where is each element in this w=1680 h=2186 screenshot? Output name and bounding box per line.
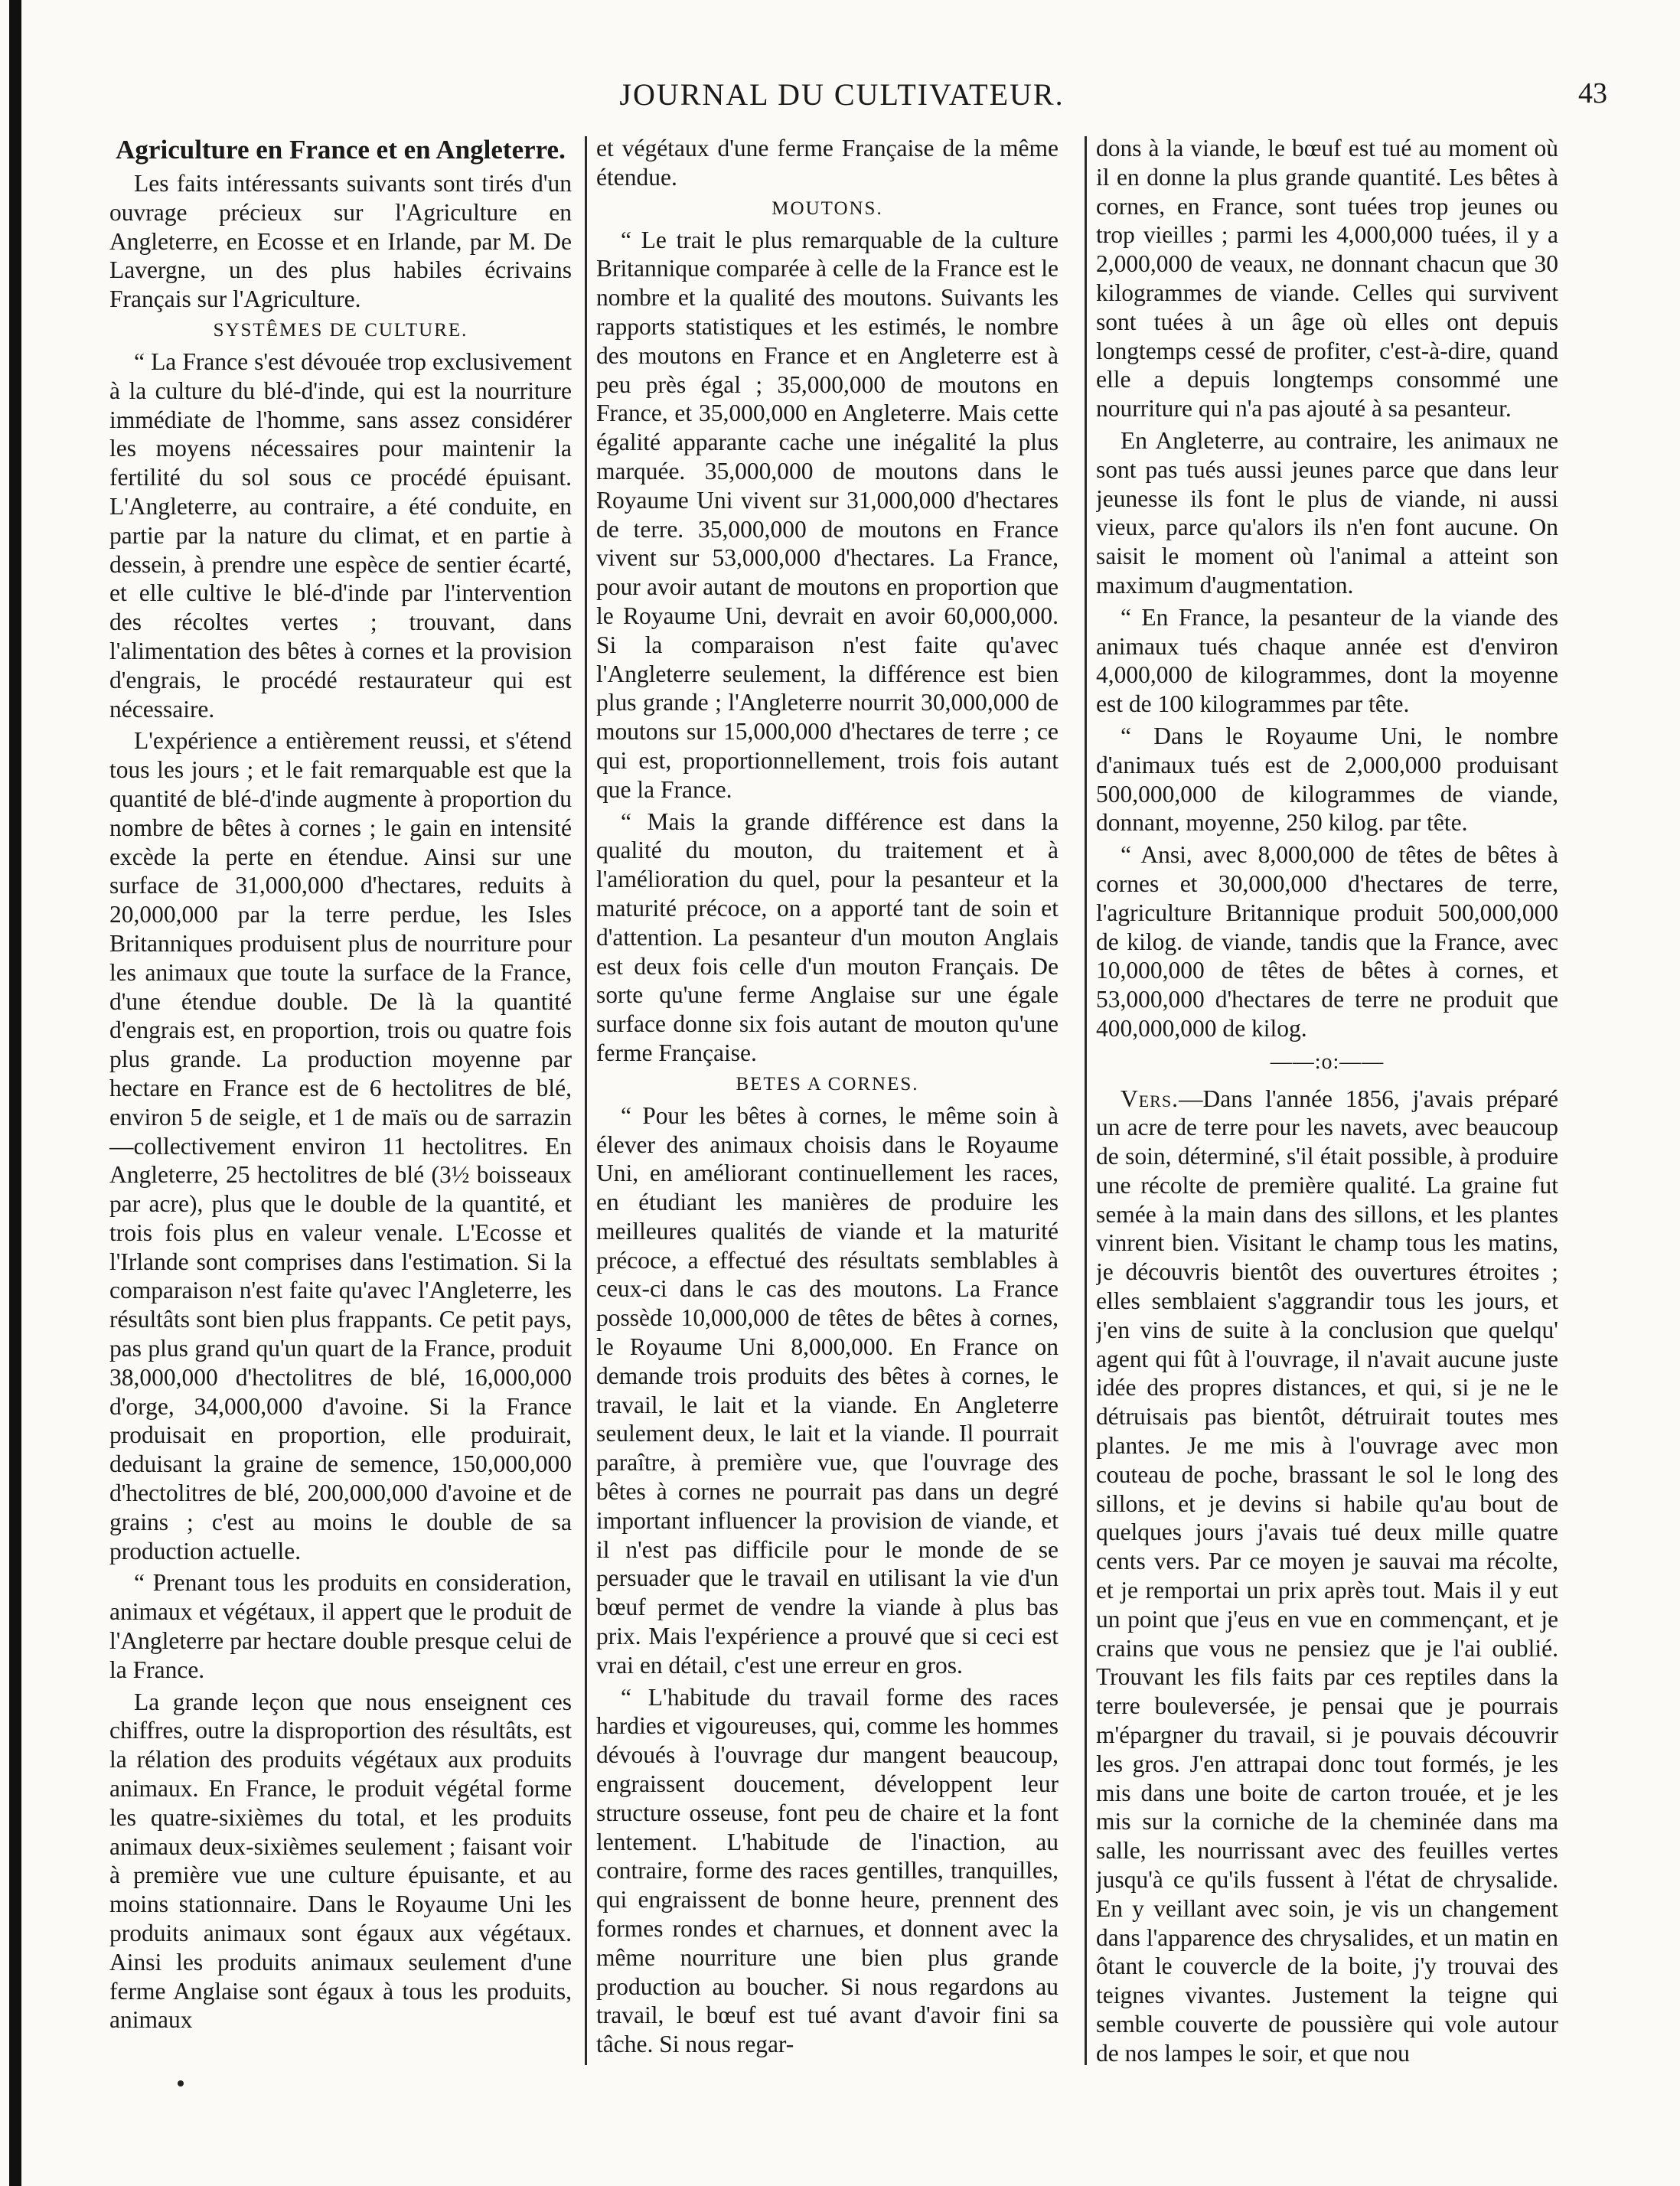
- paragraph: “ La France s'est dévouée trop exclusivement à la culture du blé-d'inde, qui est la nourriture immédiate de l'homme, sans assez considérer les moyens nécessaires pour maintenir la fertilité du sol sous ce procédé épuisant. L'Angleterre, au contraire, a été conduite, en partie par la nature du climat, et en partie à dessein, à prendre une espèce de sentier écarté, et elle cultive le blé-d'inde par l'intervention des récoltes vertes ; trouvant, dans l'alimentation des bêtes à cornes et la provision d'engrais, le procédé restaurateur qui est nécessaire.: [109, 347, 572, 723]
- paragraph: L'expérience a entièrement reussi, et s'étend tous les jours ; et le fait remarquable est que la quantité de blé-d'inde augmente à proportion du nombre de bêtes à cornes ; le gain en intensité excède la perte en étendue. Ainsi sur une surface de 31,000,000 d'hectares, reduits à 20,000,000 par la terre perdue, les Isles Britanniques produisent plus de nourriture pour les animaux que toute la surface de la France, d'une étendue double. De là la quantité d'engrais est, en proportion, trois ou quatre fois plus grande. La production moyenne par hectare en France est de 6 hectolitres de blé, environ 5 de seigle, et 1 de maïs ou de sarrazin—collectivement environ 11 hectolitres. En Angleterre, 25 hectolitres de blé (3½ boisseaux par acre), plus que le double de la quantité, et trois fois plus en valeur venale. L'Ecosse et l'Irlande sont comprises dans l'estimation. Si la comparaison n'est faite qu'avec l'Angleterre, les résultâts sont bien plus frappants. Ce petit pays, pas plus grand qu'un quart de la France, produit 38,000,000 d'hectolitres de blé, 16,000,000 d'orge, 34,000,000 d'avoine. Si la France produisait en proportion, elle produirait, deduisant la graine de semence, 150,000,000 d'hectolitres de blé, 200,000,000 d'avoine et de grains ; c'est au moins le double de sa production actuelle.: [109, 727, 572, 1564]
- column-rule-left: [585, 136, 587, 2065]
- paragraph: “ Mais la grande différence est dans la qualité du mouton, du traitement et à l'amélioration du quel, pour la pesanteur et la maturité précoce, on a apporté tant de soin et d'attention. La pesanteur d'un mouton Anglais est deux fois celle d'un mouton Français. De sorte qu'une ferme Anglaise sur une égale surface donne six fois autant de mouton qu'une ferme Française.: [596, 808, 1059, 1066]
- column-rule-right: [1085, 136, 1087, 2065]
- page-header: [77, 77, 1607, 122]
- paragraph: “ Prenant tous les produits en consideration, animaux et végétaux, il appert que le produit de l'Angleterre par hectare double presque celui de la France.: [109, 1569, 572, 1683]
- article-title: Agriculture en France et en Angleterre.: [116, 135, 566, 165]
- paragraph-continued: et végétaux d'une ferme Française de la même étendue.: [596, 135, 1059, 191]
- print-speck: [178, 2080, 184, 2086]
- column-2: [596, 134, 1059, 2086]
- journal-title: JOURNAL DU CULTIVATEUR.: [619, 77, 1065, 112]
- article-intro: Les faits intéressants suivants sont tirés d'un ouvrage précieux sur l'Agriculture en Angleterre, en Ecosse et en Irlande, par M. De Lavergne, un des plus habiles écrivains Français sur l'Agriculture.: [109, 170, 572, 313]
- section-heading-systemes: SYSTÊMES DE CULTURE.: [213, 319, 468, 341]
- column-3: [1096, 134, 1558, 2086]
- section-divider: ——:o:——: [1270, 1049, 1385, 1074]
- section-heading-betes-a-cornes: BETES A CORNES.: [736, 1073, 919, 1095]
- paragraph-vers: [1096, 1085, 1558, 2068]
- page-number: 43: [1578, 77, 1607, 109]
- paragraph: “ Dans le Royaume Uni, le nombre d'animaux tués est de 2,000,000 produisant 500,000,000 de kilogrammes de viande, donnant, moyenne, 250 kilog. par tête.: [1096, 722, 1558, 837]
- paragraph: “ Pour les bêtes à cornes, le même soin à élever des animaux choisis dans le Royaume Uni, en améliorant continuellement les races, en étudiant les manières de produire les meilleures qualités de viande et la maturité précoce, a effectué des résultats semblables à ceux-ci dans le cas des moutons. La France possède 10,000,000 de têtes de bêtes à cornes, le Royaume Uni 8,000,000. En France on demande trois produits des bêtes à cornes, le travail, le lait et la viande. En Angleterre seulement deux, le lait et la viande. Il pourrait paraître, à première vue, que l'ouvrage des bêtes à cornes ne pourrait pas dans un degré important influencer la provision de viande, et il n'est pas difficile pour le monde de se persuader que le travail en utilisant la vie d'un bœuf permet de vendre la viande à plus bas prix. Mais l'expérience a prouvé que si ceci est vrai en détail, c'est une erreur en gros.: [596, 1101, 1059, 1679]
- vers-body: —Dans l'année 1856, j'avais préparé un acre de terre pour les navets, avec beaucoup de soin, déterminé, s'il était possible, à produire une récolte de première qualité. La graine fut semée à la main dans des sillons, et les plantes vinrent bien. Visitant le champ tous les matins, je découvris bientôt des ouvertures étroites ; elles semblaient s'aggrandir tous les jours, et j'en vins de suite à la conclusion que quelqu' agent qui fût à l'ouvrage, il n'avait aucune juste idée des propres distances, et qui, si je ne le détruisais pas bientôt, détruirait toutes mes plantes. Je me mis à l'ouvrage avec mon couteau de poche, brassant le sol le long des sillons, et je devins si habile qu'au bout de quelques jours j'avais tué deux mille quatre cents vers. Par ce moyen je sauvai ma récolte, et je remportai un prix après tout. Mais il y eut un point que j'eus en vue en commençant, et je crains que vous ne pensiez que je l'ai oublié. Trouvant les fils faits par ces reptiles dans la terre bouleversée, je pensai que je pourrais m'épargner du travail, si je pouvais découvrir les gros. J'en attrapai donc tout formés, je les mis dans une boite de carton trouée, et je les mis sur la corniche de la cheminée dans ma salle, les nourrissant avec des feuilles vertes jusqu'à ce qu'ils fussent à l'état de chrysalide. En y veillant avec soin, je vis un changement dans l'apparence des chrysalides, et un matin en ôtant le couvercle de la boite, j'y trouvai des teignes vivantes. Justement la teigne qui semble couverte de poussière qui vole autour de nos lampes le soir, et que nou: [1096, 1085, 1558, 2067]
- section-heading-moutons: MOUTONS.: [771, 197, 883, 219]
- paragraph: La grande leçon que nous enseignent ces chiffres, outre la disproportion des résultâts, est la rélation des produits végétaux aux produits animaux. En France, le produit végétal forme les quatre-sixièmes du total, et les produits animaux deux-sixièmes seulement ; faisant voir à première vue une culture épuisante, et au moins stationnaire. Dans le Royaume Uni les produits animaux sont égaux aux végétaux. Ainsi les produits animaux seulement d'une ferme Anglaise sont égaux à tous les produits, animaux: [109, 1688, 572, 2034]
- paragraph-continued: dons à la viande, le bœuf est tué au moment où il en donne la plus grande quantité. Les bêtes à cornes, en France, sont tuées trop jeunes ou trop vieilles ; parmi les 4,000,000 tuées, il y a 2,000,000 de veaux, ne donnant chacun que 30 kilogrammes de viande. Celles qui survivent sont tuées à un âge où elles ont depuis longtemps cessé de profiter, c'est-à-dire, quand elle a depuis longtemps consommé une nourriture qui n'a pas ajouté à sa pesanteur.: [1096, 135, 1558, 423]
- paragraph: “ Le trait le plus remarquable de la culture Britannique comparée à celle de la France est le nombre et la qualité des moutons. Suivants les rapports statistiques et les estimés, le nombre des moutons en France et en Angleterre est à peu près égal ; 35,000,000 de moutons en France, et 35,000,000 en Angleterre. Mais cette égalité apparante cache une inégalité la plus marquée. 35,000,000 de moutons dans le Royaume Uni vivent sur 31,000,000 d'hectares de terre. 35,000,000 de moutons en France vivent sur 53,000,000 d'hectares. La France, pour avoir autant de moutons en proportion que le Royaume Uni, devrait en avoir 60,000,000. Si la comparaison n'est faite qu'avec l'Angleterre seulement, la différence est bien plus grande ; l'Angleterre nourrit 30,000,000 de moutons sur 15,000,000 d'hectares de terre ; ce qui est, proportionnellement, trois fois autant que la France.: [596, 226, 1059, 803]
- column-1: [109, 134, 572, 2086]
- paragraph: “ Ansi, avec 8,000,000 de têtes de bêtes à cornes et 30,000,000 d'hectares de terre, l'agriculture Britannique produit 500,000,000 de kilog. de viande, tandis que la France, avec 10,000,000 de têtes de bêtes à cornes, et 53,000,000 d'hectares de terre ne produit que 400,000,000 de kilog.: [1096, 841, 1558, 1042]
- paragraph: En Angleterre, au contraire, les animaux ne sont pas tués aussi jeunes parce que dans leur jeunesse ils font le plus de viande, ni aussi vieux, parce qu'alors ils n'en font aucune. On saisit le moment où l'animal a atteint son maximum d'augmentation.: [1096, 426, 1558, 599]
- paragraph: “ L'habitude du travail forme des races hardies et vigoureuses, qui, comme les hommes dévoués à l'ouvrage dur mangent beaucoup, engraissent doucement, développent leur structure osseuse, font peu de chaire et la font lentement. L'habitude de l'inaction, au contraire, forme des races gentilles, tranquilles, qui engraissent de bonne heure, prennent des formes rondes et charnues, et donnent avec la même nourriture une bien plus grande production au boucher. Si nous regardons au travail, le bœuf est tué avant d'avoir fini sa tâche. Si nous regar-: [596, 1683, 1059, 2058]
- page-edge-shadow: [9, 0, 21, 2186]
- vers-lead-word: Vers.: [1121, 1085, 1179, 1112]
- paragraph: “ En France, la pesanteur de la viande des animaux tués chaque année est d'environ 4,000,000 de kilogrammes, dont la moyenne est de 100 kilogrammes par tête.: [1096, 603, 1558, 718]
